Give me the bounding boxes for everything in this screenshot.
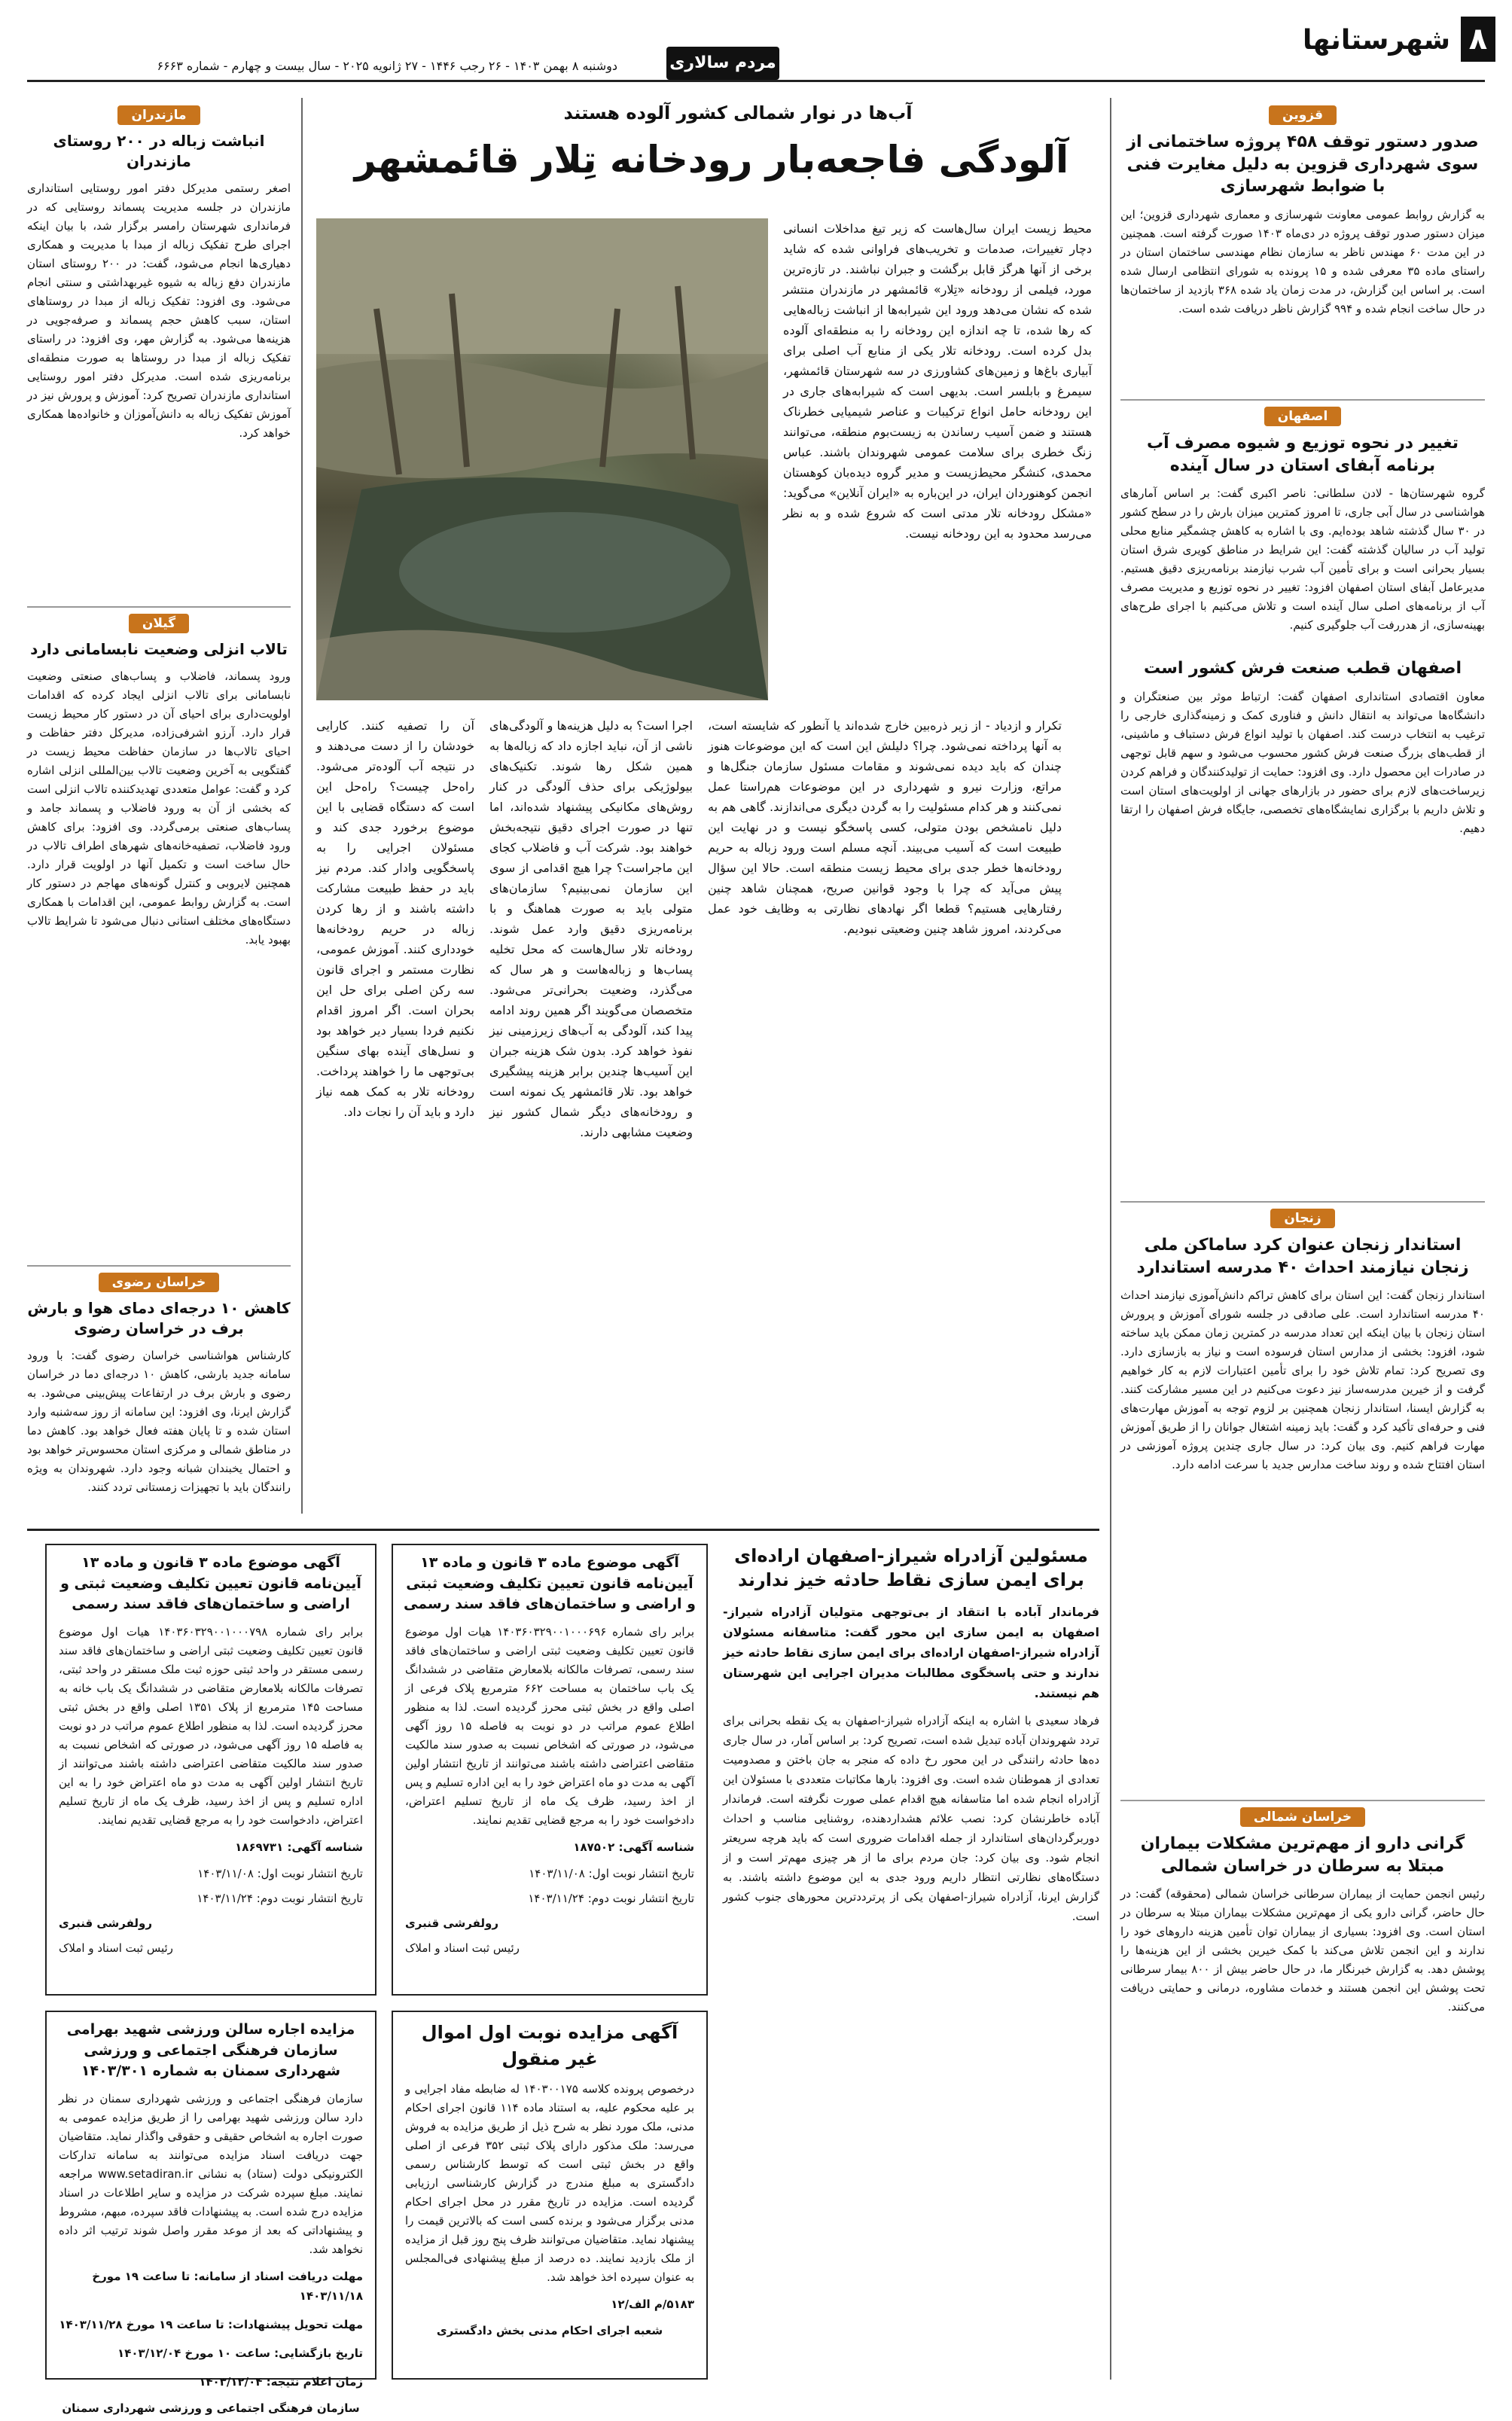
ad-sports-hall (45, 2011, 376, 2415)
main-story-col1: محیط زیست ایران سال‌هاست که زیر تیغ مداخلات انسانی دچار تغییرات، صدمات و تخریب‌های فراوانی شده که شاید برخی از آنها هرگز قابل برگشت و جبران نباشند. در تازه‌ترین مورد، فیلمی از رودخانه «تِلار» قائمشهر در مازندران منتشر شده که نشان می‌دهد ورود این شیرابه‌ها از انباشت زباله‌هایی که رها شده، تا چه اندازه این رودخانه را به منطقه‌ای آلوده بدل کرده است. رودخانه تلار یکی از منابع آب اصلی برای آبیاری باغ‌ها و زمین‌های کشاورزی در سه شهرستان قائمشهر، سیمرغ و بابلسر است. بدیهی است که شیرابه‌های جاری در این رودخانه حامل انواع ترکیبات و عناصر شیمیایی خطرناک هستند و ضمن آسیب رساندن به زیست‌بوم منطقه، می‌توانند زنگ خطری برای سلامت عمومی شهروندان باشند. عباس محمدی، کنشگر محیط‌زیست و مدیر گروه دیده‌بان کوهستان انجمن کوهنوردان ایران، در این‌باره به «ایران آنلاین» می‌گوید: «مشکل رودخانه تلار مدتی است که شروع شده و به نظر می‌رسد محدود به این رودخانه نیست. (783, 221, 1092, 541)
masthead-rule (27, 80, 1485, 82)
ad-line-4: زمان اعلام نتیجه: ۱۴۰۳/۱۲/۰۴ (199, 2374, 363, 2389)
ad-date-1: تاریخ انتشار نوبت اول: ۱۴۰۳/۱۱/۰۸ (197, 1866, 363, 1880)
ad-date-2: تاریخ انتشار نوبت دوم: ۱۴۰۳/۱۱/۲۴ (197, 1891, 363, 1905)
qazvin-body: به گزارش روابط عمومی معاونت شهرسازی و معماری شهرداری قزوین؛ این میزان دستور صدور توقف پروژه در دی‌ماه ۱۴۰۳ صورت گرفته است. همچنین در این مدت ۶۰ مهندس ناظر به سازمان نظام مهندسی ساختمان استان در راستای ماده ۳۵ معرفی شده و ۱۵ پرونده به شورای انتظامی ارسال شده است. بر اساس این گزارش، در مدت زمان یاد شده ۳۶۸ بازدید از ساختمان‌ها در حال ساخت انجام شده و ۹۹۴ گزارش ناظر دریافت شده است. (1120, 208, 1485, 316)
ad-date-1: تاریخ انتشار نوبت اول: ۱۴۰۳/۱۱/۰۸ (529, 1866, 694, 1880)
isfahan-body: گروه شهرستان‌ها - لادن سلطانی: ناصر اکبری گفت: بر اساس آمارهای هواشناسی در سال آبی جاری، تا امروز کمترین میزان بارش را در سطح کشور در ۳۰ سال گذشته شاهد بوده‌ایم. وی با اشاره به کاهش چشمگیر منابع محلی تولید آب در سالیان گذشته گفت: این شرایط در مناطق کویری شرق استان بسیار بحرانی است و برای تأمین آب شرب نیازمند برنامه‌ریزی دقیق هستیم. مدیرعامل آبفای استان اصفهان افزود: تغییر در نحوه توزیع و مدیریت مصرف آب از برنامه‌های اصلی سال آینده است و تلاش می‌کنیم با اجرای طرح‌های بهینه‌سازی، از هدررفت آب جلوگیری کنیم. (1120, 486, 1485, 633)
zanjan-article (1120, 1209, 1485, 1796)
mazandaran-tag: مازندران (117, 105, 200, 125)
isfahan-headline: تغییر در نحوه توزیع و شیوه مصرف آب برنامه آبفای استان در سال آینده (1146, 434, 1459, 475)
main-story-col2: تکرار و ازدیاد - از زیر ذره‌بین خارج شده‌اند یا آنطور که شایسته است، به آنها پرداخته نمی‌شود. چرا؟ دلیلش این است که این موضوعات هنوز چندان که باید دیده نمی‌شوند و مقامات مسئول سازمان جنگل‌ها و مراتع، وزارت نیرو و شهرداری در این موضوعات هم‌راستا عمل نمی‌کنند و هر کدام مسئولیت را به گردن دیگری می‌اندازند. گاهی هم به دلیل نامشخص بودن متولی، کسی پاسخگو نیست و در نهایت این طبیعت است که آسیب می‌بیند. آنچه مسلم است ورود زباله به حریم رودخانه‌ها خطر جدی برای محیط زیست منطقه است. حالا این سؤال پیش می‌آید که چرا با وجود قوانین صریح، همچنان شاهد چنین رفتارهایی هستیم؟ قطعا اگر نهادهای نظارتی به وظایف خود عمل می‌کردند، امروز شاهد چنین وضعیتی نبودیم. (708, 718, 1062, 936)
isfahan-body2: معاون اقتصادی استانداری اصفهان گفت: ارتباط موثر بین صنعتگران و دانشگاه‌ها می‌تواند به انتقال دانش و فناوری کمک و زمینه‌گذاری خارجی را ترغیب به انتخاب درست کند. اصفهان با تولید انواع فرش دستباف و ماشینی، از قطب‌های بزرگ صنعت فرش کشور محسوب می‌شود و سهم قابل توجهی در صادرات این محصول دارد. وی افزود: حمایت از تولیدکنندگان و فراهم کردن زیرساخت‌های لازم برای حضور در بازارهای جهانی از اولویت‌های استان است و تلاش داریم با برگزاری نمایشگاه‌های تخصصی، جایگاه فرش اصفهان را ارتقا دهیم. (1120, 690, 1485, 836)
ad-signer-title: رئیس ثبت اسناد و املاک (59, 1941, 173, 1955)
main-kicker: آب‌ها در نوار شمالی کشور آلوده هستند (563, 102, 913, 123)
ad-body: برابر رای شماره ۱۴۰۳۶۰۳۲۹۰۰۱۰۰۰۷۹۸ هیات اول موضوع قانون تعیین تکلیف وضعیت ثبتی اراضی و ساختمان‌های فاقد سند رسمی مستقر در واحد ثبتی حوزه ثبت ملک مستقر در واحد ثبتی، تصرفات مالکانه بلامعارض متقاضی در ششدانگ یک باب خانه به مساحت ۱۴۵ مترمربع از پلاک ۱۳۵۱ اصلی واقع در بخش ثبتی محرز گردیده است. لذا به منظور اطلاع عموم مراتب در دو نوبت به فاصله ۱۵ روز آگهی می‌شود، در صورتی که اشخاص نسبت به صدور سند مالکیت متقاضی اعتراضی داشته باشند می‌توانند از تاریخ انتشار اولین آگهی به مدت دو ماه اعتراض خود را به این اداره تسلیم و پس از اخذ رسید، ظرف یک ماه از تاریخ تسلیم اعتراض، دادخواست خود را به مرجع قضایی تقدیم نمایند. (59, 1624, 363, 1827)
river-photo-art (316, 218, 768, 700)
ad-line-2: مهلت تحویل پیشنهادات: تا ساعت ۱۹ مورخ ۱۴۰۳/۱۱/۲۸ (59, 2317, 363, 2331)
ad-code: شناسه آگهی: ۱۸۷۵۰۲ (573, 1840, 694, 1854)
date-line: دوشنبه ۸ بهمن ۱۴۰۳ - ۲۶ رجب ۱۴۴۶ - ۲۷ ژانویه ۲۰۲۵ - سال بیست و چهارم - شماره ۶۶۶۳ (157, 59, 617, 73)
mazandaran-article (27, 105, 291, 602)
zanjan-tag: زنجان (1270, 1209, 1334, 1228)
column-rule (1110, 98, 1111, 2380)
gilan-article (27, 614, 291, 1254)
zanjan-body: استاندار زنجان گفت: این استان برای کاهش تراکم دانش‌آموزی نیازمند احداث ۴۰ مدرسه استاندارد است. علی صادقی در جلسه شورای آموزش و پرورش استان زنجان با بیان اینکه این تعداد مدرسه در کمترین زمان ممکن باید ساخته شود، افزود: بخشی از مدارس استان فرسوده است و نیاز به بازسازی دارد. وی تصریح کرد: تمام تلاش خود را برای تأمین اعتبارات لازم به کار خواهیم گرفت و از خیرین مدرسه‌ساز نیز دعوت می‌کنیم در این مسیر مشارکت کنند. به گزارش ایسنا، استاندار زنجان همچنین بر لزوم توجه به آموزش مهارت‌های فنی و حرفه‌ای تأکید کرد و گفت: باید زمینه اشتغال جوانان را از طریق آموزش مهارت فراهم کنیم. وی بیان کرد: در سال جاری چندین پروژه آموزشی در استان افتتاح شده و روند ساخت مدارس جدید با سرعت ادامه دارد. (1120, 1288, 1485, 1472)
ads-top-rule (27, 1529, 1099, 1531)
khorasan-shomali-article (1120, 1807, 1485, 2380)
ad-auction-property (392, 2011, 708, 2380)
shiraz-lead: فرماندار آباده با انتقاد از بی‌توجهی متولیان آزادراه شیراز-اصفهان به ایمن سازی این محور گفت: متاسفانه مسئولان آزادراه شیراز-اصفهان اراده‌ای برای ایمن سازی نقاط حادثه خیز ندارند و حتی پاسخگوی مطالبات مدیران اجرایی این شهرستان هم نیستند. (723, 1604, 1099, 1700)
khorasan-razavi-article (27, 1273, 291, 1521)
mazandaran-headline: انباشت زباله در ۲۰۰ روستای مازندران (53, 132, 265, 170)
khorasan-razavi-headline: کاهش ۱۰ درجه‌ای دمای هوا و بارش برف در خراسان رضوی (27, 1299, 291, 1337)
divider (1120, 1800, 1485, 1801)
ad-line-3: تاریخ بازگشایی: ساعت ۱۰ مورخ ۱۴۰۳/۱۲/۰۴ (117, 2346, 363, 2360)
ad-signer-title: رئیس ثبت اسناد و املاک (405, 1941, 520, 1955)
ad-signer: شعبه اجرای احکام مدنی بخش دادگستری (436, 2323, 663, 2337)
isfahan-article (1120, 407, 1485, 1197)
ad-line-1: مهلت دریافت اسناد از سامانه: تا ساعت ۱۹ مورخ ۱۴۰۳/۱۱/۱۸ (92, 2269, 363, 2303)
column-rule (301, 98, 303, 1514)
khorasan-shomali-tag: خراسان شمالی (1240, 1807, 1365, 1827)
ad-title: آگهی موضوع ماده ۳ قانون و ماده ۱۳ آیین‌نامه قانون تعیین تکلیف وضعیت ثبتی و اراضی و ساختمان‌های فاقد سند رسمی (60, 1554, 361, 1613)
ad-signer: سازمان فرهنگی اجتماعی و ورزشی شهرداری سمنان (62, 2401, 360, 2415)
khorasan-shomali-body: رئیس انجمن حمایت از بیماران سرطانی خراسان شمالی (محقوقه) گفت: در حال حاضر، گرانی دارو یکی از مهم‌ترین مشکلات بیماران مبتلا به سرطان در استان است. وی افزود: بسیاری از بیماران توان تأمین هزینه داروهای خود را ندارند و این انجمن تلاش می‌کند با کمک خیرین بخشی از این هزینه‌ها را پوشش دهد. به گزارش خبرنگار ما، در حال حاضر بیش از ۸۰۰ بیمار سرطانی تحت پوشش این انجمن هستند و خدمات مشاوره، درمانی و حمایتی دریافت می‌کنند. (1120, 1887, 1485, 2014)
section-title: شهرستانها (1303, 25, 1450, 56)
shiraz-headline: مسئولین آزادراه شیراز-اصفهان اراده‌ای برای ایمن سازی نقاط حادثه خیز ندارند (734, 1545, 1088, 1591)
shiraz-article (723, 1544, 1099, 2380)
shiraz-body: فرهاد سعیدی با اشاره به اینکه آزادراه شیراز-اصفهان به یک نقطه بحرانی برای تردد شهروندان آباده تبدیل شده است، تصریح کرد: بر اساس آمار، در سال جاری ده‌ها حادثه رانندگی در این محور رخ داده که منجر به جان باختن و مصدومیت تعدادی از هموطنان شده است. وی افزود: بارها مکاتبات متعددی با مسئولان این آزادراه انجام شده اما متاسفانه هیچ اقدام عملی صورت نگرفته است. فرماندار آباده خاطرنشان کرد: نصب علائم هشداردهنده، روشنایی مناسب و احداث دوربرگردان‌های استاندارد از جمله اقدامات ضروری است که باید هرچه سریعتر انجام شود. وی بیان کرد: جان مردم برای ما از هر چیزی مهم‌تر است و از دستگاه‌های نظارتی انتظار داریم ورود جدی به این موضوع داشته باشند. به گزارش ایرنا، آزادراه شیراز-اصفهان یکی از پرترددترین محورهای جنوب کشور است. (723, 1713, 1099, 1923)
divider (1120, 1201, 1485, 1203)
ad-date-2: تاریخ انتشار نوبت دوم: ۱۴۰۳/۱۱/۲۴ (528, 1891, 694, 1905)
ad-title: مزایده اجاره سالن ورزشی شهید بهرامی سازمان فرهنگی اجتماعی و ورزشی شهرداری سمنان به شماره ۱۴۰۳/۳۰۱ (66, 2021, 355, 2080)
khorasan-razavi-body: کارشناس هواشناسی خراسان رضوی گفت: با ورود سامانه جدید بارشی، کاهش ۱۰ درجه‌ای دما در خراسان رضوی و بارش برف در ارتفاعات پیش‌بینی می‌شود. به گزارش ایرنا، وی افزود: این سامانه از روز سه‌شنبه وارد استان شده و تا پایان هفته فعال خواهد بود. کاهش دما در مناطق شمالی و مرکزی استان محسوس‌تر خواهد بود و احتمال یخبندان شبانه وجود دارد. شهروندان به ویژه رانندگان باید با تجهیزات زمستانی تردد کنند. (27, 1349, 291, 1494)
ad-body: سازمان فرهنگی اجتماعی و ورزشی شهرداری سمنان در نظر دارد سالن ورزشی شهید بهرامی را از طریق مزایده عمومی به صورت اجاره به اشخاص حقیقی و حقوقی واگذار نماید. متقاضیان جهت دریافت اسناد مزایده می‌توانند به سامانه تدارکات الکترونیکی دولت (ستاد) به نشانی www.setadiran.ir مراجعه نمایند. مبلغ سپرده شرکت در مزایده و سایر اطلاعات در اسناد مزایده درج شده است. به پیشنهادات فاقد سپرده، مبهم، مشروط و پیشنهاداتی که بعد از موعد مقرر واصل شوند ترتیب اثر داده نخواهد شد. (59, 2091, 363, 2256)
ad-signer: رولفرشی قنبری (59, 1916, 153, 1930)
river-photo (316, 218, 768, 700)
main-story-col4: آن را تصفیه کنند. کارایی خودشان را از دست می‌دهند و در نتیجه آب آلوده‌تر می‌شود. راه‌حل چیست؟ راه‌حل این است که دستگاه قضایی با این موضوع برخورد جدی کند و مسئولان اجرایی را به پاسخگویی وادار کند. مردم نیز باید در حفظ طبیعت مشارکت داشته باشند و از رها کردن زباله در حریم رودخانه‌ها خودداری کنند. آموزش عمومی، نظارت مستمر و اجرای قانون سه رکن اصلی برای حل این بحران است. اگر امروز اقدام نکنیم فردا بسیار دیر خواهد بود و نسل‌های آینده بهای سنگین بی‌توجهی ما را خواهند پرداخت. رودخانه تلار به کمک همه نیاز دارد و باید آن را نجات داد. (316, 718, 474, 1119)
ad-title: آگهی موضوع ماده ۳ قانون و ماده ۱۳ آیین‌نامه قانون تعیین تکلیف وضعیت ثبتی و اراضی و ساختمان‌های فاقد سند رسمی (404, 1554, 696, 1613)
khorasan-razavi-tag: خراسان رضوی (99, 1273, 220, 1292)
gilan-headline: تالاب انزلی وضعیت نابسامانی دارد (30, 640, 288, 658)
divider (1120, 399, 1485, 401)
ad-registration-2 (392, 1544, 708, 1996)
gilan-tag: گیلان (129, 614, 189, 633)
main-story-col3: اجرا است؟ به دلیل هزینه‌ها و آلودگی‌های ناشی از آن، نباید اجازه داد که زباله‌ها به همین شکل رها شوند. تکنیک‌های بیولوژیکی برای حذف آلودگی در کنار روش‌های مکانیکی پیشنهاد شده‌اند، اما تنها در صورت اجرای دقیق نتیجه‌بخش خواهند بود. شرکت آب و فاضلاب کجای این ماجراست؟ چرا هیچ اقدامی از سوی این سازمان نمی‌بینیم؟ سازمان‌های متولی باید به صورت هماهنگ و با برنامه‌ریزی دقیق وارد عمل شوند. رودخانه تلار سال‌هاست که محل تخلیه پساب‌ها و زباله‌هاست و هر سال که می‌گذرد، وضعیت بحرانی‌تر می‌شود. متخصصان می‌گویند اگر همین روند ادامه پیدا کند، آلودگی به آب‌های زیرزمینی نیز نفوذ خواهد کرد. بدون شک هزینه جبران این آسیب‌ها چندین برابر هزینه پیشگیری خواهد بود. تلار قائمشهر یک نمونه است و رودخانه‌های دیگر شمال کشور نیز وضعیت مشابهی دارند. (489, 718, 693, 1139)
divider (27, 1265, 291, 1267)
masthead (0, 0, 1512, 75)
ad-signer: رولفرشی قنبری (405, 1916, 499, 1930)
ad-code: ۵۱۸۳/م الف/۱۲ (611, 2297, 694, 2311)
divider (27, 606, 291, 608)
gilan-body: ورود پسماند، فاضلاب و پساب‌های صنعتی وضعیت نابسامانی برای تالاب انزلی ایجاد کرده که اقدامات اولویت‌داری برای احیای آن در دستور کار محیط زیست قرار دارد. آرزو اشرفی‌زاده، مدیرکل دفتر حفاظت و احیای تالاب‌ها در سازمان حفاظت محیط زیست در گفتگویی به آخرین وضعیت تالاب بین‌المللی انزلی اشاره کرد و گفت: عوامل متعددی تهدیدکننده تالاب انزلی است که بخشی از آن به ورود فاضلاب و پسماند جامد و پساب‌های صنعتی برمی‌گردد. وی افزود: برای کاهش ورود فاضلاب، تصفیه‌خانه‌های شهرهای اطراف تالاب در حال ساخت است و تکمیل آنها در اولویت قرار دارد. همچنین لایروبی و کنترل گونه‌های مهاجم در دستور کار است. به گزارش روابط عمومی، این اقدامات با همکاری دستگاه‌های مختلف استانی دنبال می‌شود تا شرایط تالاب بهبود یابد. (27, 669, 291, 947)
ad-registration-1 (45, 1544, 376, 1996)
ad-title: آگهی مزایده نوبت اول اموال غیر منقول (421, 2022, 678, 2069)
qazvin-headline: صدور دستور توقف ۴۵۸ پروژه ساختمانی از سوی شهرداری قزوین به دلیل مغایرت فنی با ضوابط شهرسازی (1126, 133, 1479, 197)
main-headline: آلودگی فاجعه‌بار رودخانه تِلار قائمشهر (354, 138, 1069, 181)
ad-body: برابر رای شماره ۱۴۰۳۶۰۳۲۹۰۰۱۰۰۰۶۹۶ هیات اول موضوع قانون تعیین تکلیف وضعیت ثبتی اراضی و ساختمان‌های فاقد سند رسمی، تصرفات مالکانه بلامعارض متقاضی در ششدانگ یک باب ساختمان به مساحت ۶۶۲ مترمربع پلاک فرعی از اصلی واقع در بخش ثبتی محرز گردیده است. لذا به منظور اطلاع عموم مراتب در دو نوبت به فاصله ۱۵ روز آگهی می‌شود، در صورتی که اشخاص نسبت به صدور سند مالکیت متقاضی اعتراضی داشته باشند می‌توانند از تاریخ انتشار اولین آگهی به مدت دو ماه اعتراض خود را به این اداره تسلیم و پس از اخذ رسید، ظرف یک ماه از تاریخ تسلیم اعتراض، دادخواست خود را به مرجع قضایی تقدیم نمایند. (405, 1624, 694, 1827)
mazandaran-body: اصغر رستمی مدیرکل دفتر امور روستایی استانداری مازندران در جلسه مدیریت پسماند روستایی که در فرمانداری شهرستان رامسر برگزار شد، با بیان اینکه اجرای طرح تفکیک زباله از مبدا با مدیریت و همکاری دهیاری‌ها انجام می‌شود، گفت: در ۲۰۰ روستای استان مازندران دفع زباله به شیوه غیربهداشتی و سنتی انجام می‌شود. وی افزود: تفکیک زباله از مبدا در روستاهای استان، سبب کاهش حجم پسماند و صرفه‌جویی در هزینه‌ها می‌شود. به گزارش مهر، وی افزود: در راستای تفکیک زباله از مبدا در روستاها به صورت منطقه‌ای برنامه‌ریزی شده است. مدیرکل دفتر امور روستایی استانداری مازندران تصریح کرد: آموزش و پرورش نیز در آموزش تفکیک زباله به دانش‌آموزان و خانواده‌ها همکاری خواهد کرد. (27, 181, 291, 440)
ad-code: شناسه آگهی: ۱۸۶۹۷۳۱ (235, 1840, 363, 1854)
khorasan-shomali-headline: گرانی دارو از مهم‌ترین مشکلات بیماران مبتلا به سرطان در خراسان شمالی (1140, 1834, 1465, 1876)
page-number-box: ۸ (1461, 17, 1495, 62)
isfahan-subhead: اصفهان قطب صنعت فرش کشور است (1143, 659, 1462, 678)
logo: مردم سالاری (666, 47, 779, 80)
zanjan-headline: استاندار زنجان عنوان کرد ساماکن ملی زنجان نیازمند احداث ۴۰ مدرسه استاندارد (1136, 1236, 1469, 1277)
isfahan-tag: اصفهان (1264, 407, 1342, 426)
ad-body: درخصوص پرونده کلاسه ۱۴۰۳۰۰۱۷۵ له ضابطه مفاد اجرایی و بر علیه محکوم علیه، به استناد ماده ۱۱۴ قانون اجرای احکام مدنی، ملک مورد نظر به شرح ذیل از طریق مزایده به فروش می‌رسد: ملک مذکور دارای پلاک ثبتی ۳۵۲ فرعی از اصلی واقع در بخش ثبتی است که توسط کارشناس رسمی دادگستری به مبلغ مندرج در گزارش کارشناسی ارزیابی گردیده است. مزایده در تاریخ مقرر در محل اجرای احکام مدنی برگزار می‌شود و برنده کسی است که بالاترین قیمت را پیشنهاد نماید. متقاضیان می‌توانند ظرف پنج روز قبل از مزایده از ملک بازدید نمایند. ده درصد از مبلغ پیشنهادی فی‌المجلس به عنوان سپرده اخذ خواهد شد. (405, 2081, 694, 2284)
qazvin-article (1120, 105, 1485, 399)
qazvin-tag: قزوین (1269, 105, 1337, 125)
